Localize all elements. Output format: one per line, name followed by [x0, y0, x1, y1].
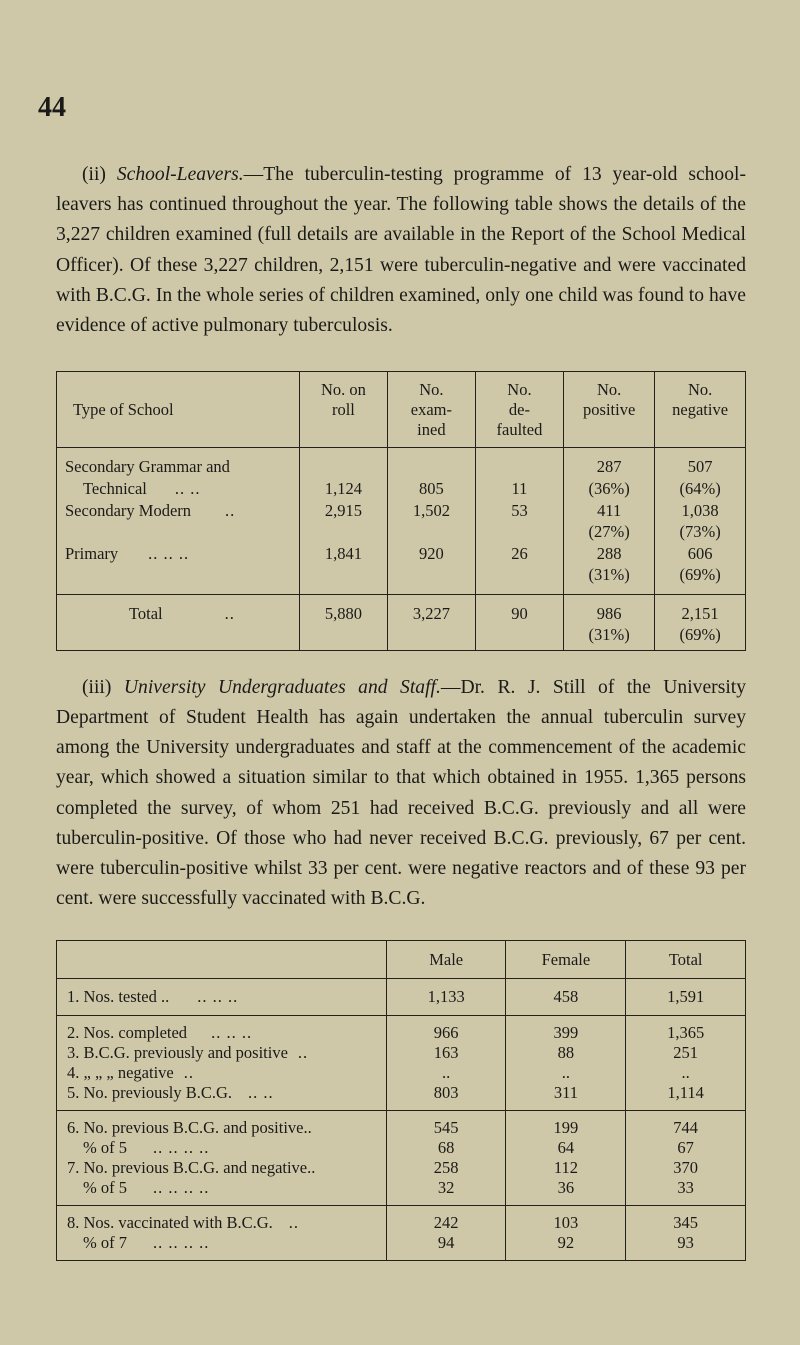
paragraph-2-heading: University Undergraduates and Staff.: [123, 676, 441, 698]
table-row: [57, 372, 745, 448]
cell-female: 458: [506, 979, 626, 1016]
th-male: Male: [386, 941, 506, 979]
table-2-group-2: [57, 1016, 745, 1111]
paragraph-1-text: —The tuberculin-testing programme of 13 year-old school-leavers has continued throughout the year. The following table shows the details of the 3,227 children examined (full details are available in the Report of the School Medical Officer). Of these 3,227 children, 2,151 were tuberculin-negative and were vaccinated with B.C.G. In the whole series of children examined, only one child was found to have evidence of active pulmonary tuberculosis.: [56, 164, 746, 337]
table-1-body: [57, 448, 745, 650]
th-no-defaulted: No. de- faulted: [475, 372, 563, 448]
cell-negative: 507 (64%): [655, 448, 745, 500]
page-content: [56, 160, 746, 1261]
cell-examined-total: 3,227: [388, 594, 476, 650]
cell-positive: 411 (27%): [564, 500, 655, 543]
row-label-prev-negative: 7. No. previous B.C.G. and negative..: [67, 1158, 316, 1178]
cell-roll: 1,841: [299, 543, 387, 595]
cell-female: 88: [506, 1043, 626, 1063]
table-row: [57, 1063, 745, 1083]
cell-examined: 920: [388, 543, 476, 595]
table-row: [57, 979, 745, 1016]
table-row: [57, 500, 745, 543]
cell-defaulted: 26: [475, 543, 563, 595]
cell-examined: 805: [388, 448, 476, 500]
table-row: [57, 1233, 745, 1260]
cell-male: 32: [386, 1178, 506, 1206]
row-label-nos-completed: 2. Nos. completed .. .. ..: [57, 1016, 386, 1044]
cell-defaulted-total: 90: [475, 594, 563, 650]
cell-total: 33: [626, 1178, 745, 1206]
table-row: [57, 1043, 745, 1063]
row-label-nos-tested: 1. Nos. tested .. .. .. ..: [57, 979, 386, 1016]
school-leavers-table: [56, 371, 746, 651]
cell-female: 199: [506, 1111, 626, 1139]
row-label-no-previous-bcg: 5. No. previously B.C.G. .. ..: [67, 1083, 274, 1103]
cell-male: 163: [386, 1043, 506, 1063]
row-label-primary: Primary .. .. ..: [65, 543, 190, 563]
table-row-total: [57, 594, 745, 650]
cell-female: 64: [506, 1138, 626, 1158]
paragraph-1-heading: School-Leavers.: [116, 164, 244, 185]
th-no-examined: No. exam- ined: [388, 372, 476, 448]
th-no-negative: No. negative: [655, 372, 745, 448]
cell-female: 92: [506, 1233, 626, 1260]
row-label-grammar: Secondary Grammar and Technical .. ..: [57, 448, 299, 500]
table-2-group-4: [57, 1206, 745, 1261]
cell-negative: 1,038 (73%): [655, 500, 745, 543]
cell-male: 1,133: [386, 979, 506, 1016]
cell-female: 311: [506, 1083, 626, 1111]
table-row: [57, 1178, 745, 1206]
cell-roll: 1,124: [299, 448, 387, 500]
cell-total: 370: [626, 1158, 745, 1178]
paragraph-university: [56, 673, 746, 915]
table-row: [57, 543, 745, 595]
th-no-positive: No. positive: [564, 372, 655, 448]
row-label-pct-of-5-a: % of 5 .. .. .. ..: [83, 1138, 210, 1158]
table-2-group-3: [57, 1111, 745, 1206]
cell-male: ..: [386, 1063, 506, 1083]
cell-female: 103: [506, 1206, 626, 1234]
cell-positive: 287 (36%): [564, 448, 655, 500]
table-2-group-1: [57, 979, 745, 1016]
table-2-head: [57, 941, 745, 979]
cell-defaulted: 11: [475, 448, 563, 500]
cell-total: ..: [626, 1063, 745, 1083]
cell-total: 345: [626, 1206, 745, 1234]
cell-negative: 606 (69%): [655, 543, 745, 595]
row-label-vaccinated: 8. Nos. vaccinated with B.C.G. ..: [57, 1206, 386, 1234]
th-total: Total: [626, 941, 745, 979]
paragraph-1-lead: (ii): [82, 164, 117, 185]
cell-total: 93: [626, 1233, 745, 1260]
table-2: [57, 941, 745, 1260]
table-row: [57, 1083, 745, 1111]
cell-female: ..: [506, 1063, 626, 1083]
table-row: [57, 1206, 745, 1234]
row-label-pct-of-5-b: % of 5 .. .. .. ..: [83, 1178, 210, 1198]
table-1: [57, 372, 745, 650]
cell-female: 112: [506, 1158, 626, 1178]
cell-male: 242: [386, 1206, 506, 1234]
paragraph-school-leavers: [56, 160, 746, 341]
page-number: 44: [38, 92, 66, 123]
cell-male: 68: [386, 1138, 506, 1158]
th-type-of-school: Type of School: [73, 400, 174, 420]
cell-male: 803: [386, 1083, 506, 1111]
cell-male: 258: [386, 1158, 506, 1178]
paragraph-2-text: —Dr. R. J. Still of the University Department of Student Health has again undertaken the annual tuberculin survey among the University undergraduates and staff at the commencement of the academic year, which showed a situation similar to that which obtained in 1955. 1,365 persons completed the survey, of whom 251 had received B.C.G. previously and all were tuberculin-positive. Of those who had never received B.C.G. previously, 67 per cent. were tuberculin-positive whilst 33 per cent. were negative reactors and of these 93 per cent. were successfully vaccinated with B.C.G.: [56, 676, 746, 910]
cell-total: 251: [626, 1043, 745, 1063]
row-label-prev-positive: 6. No. previous B.C.G. and positive..: [57, 1111, 386, 1139]
cell-total: 1,591: [626, 979, 745, 1016]
cell-male: 966: [386, 1016, 506, 1044]
th-no-on-roll: No. on roll: [299, 372, 387, 448]
cell-female: 399: [506, 1016, 626, 1044]
cell-total: 1,114: [626, 1083, 745, 1111]
cell-examined: 1,502: [388, 500, 476, 543]
th-blank: [57, 941, 386, 979]
table-row: [57, 1158, 745, 1178]
cell-roll: 2,915: [299, 500, 387, 543]
cell-positive-total: 986 (31%): [564, 594, 655, 650]
cell-female: 36: [506, 1178, 626, 1206]
row-label-modern: Secondary Modern ..: [65, 500, 236, 520]
table-row: [57, 1111, 745, 1139]
table-row: [57, 1016, 745, 1044]
cell-total: 67: [626, 1138, 745, 1158]
cell-defaulted: 53: [475, 500, 563, 543]
table-1-head: [57, 372, 745, 448]
row-label-bcg-negative: 4. „ „ „ negative ..: [67, 1063, 194, 1083]
cell-roll-total: 5,880: [299, 594, 387, 650]
table-row: [57, 448, 745, 500]
paragraph-2-lead: (iii): [82, 676, 124, 698]
th-female: Female: [506, 941, 626, 979]
cell-male: 545: [386, 1111, 506, 1139]
university-survey-table: [56, 940, 746, 1261]
cell-male: 94: [386, 1233, 506, 1260]
row-label-bcg-positive: 3. B.C.G. previously and positive ..: [67, 1043, 309, 1063]
cell-total: 744: [626, 1111, 745, 1139]
cell-negative-total: 2,151 (69%): [655, 594, 745, 650]
cell-positive: 288 (31%): [564, 543, 655, 595]
table-row: [57, 941, 745, 979]
row-label-total: Total ..: [57, 594, 299, 650]
table-row: [57, 1138, 745, 1158]
cell-total: 1,365: [626, 1016, 745, 1044]
row-label-pct-of-7: % of 7 .. .. .. ..: [83, 1233, 210, 1253]
